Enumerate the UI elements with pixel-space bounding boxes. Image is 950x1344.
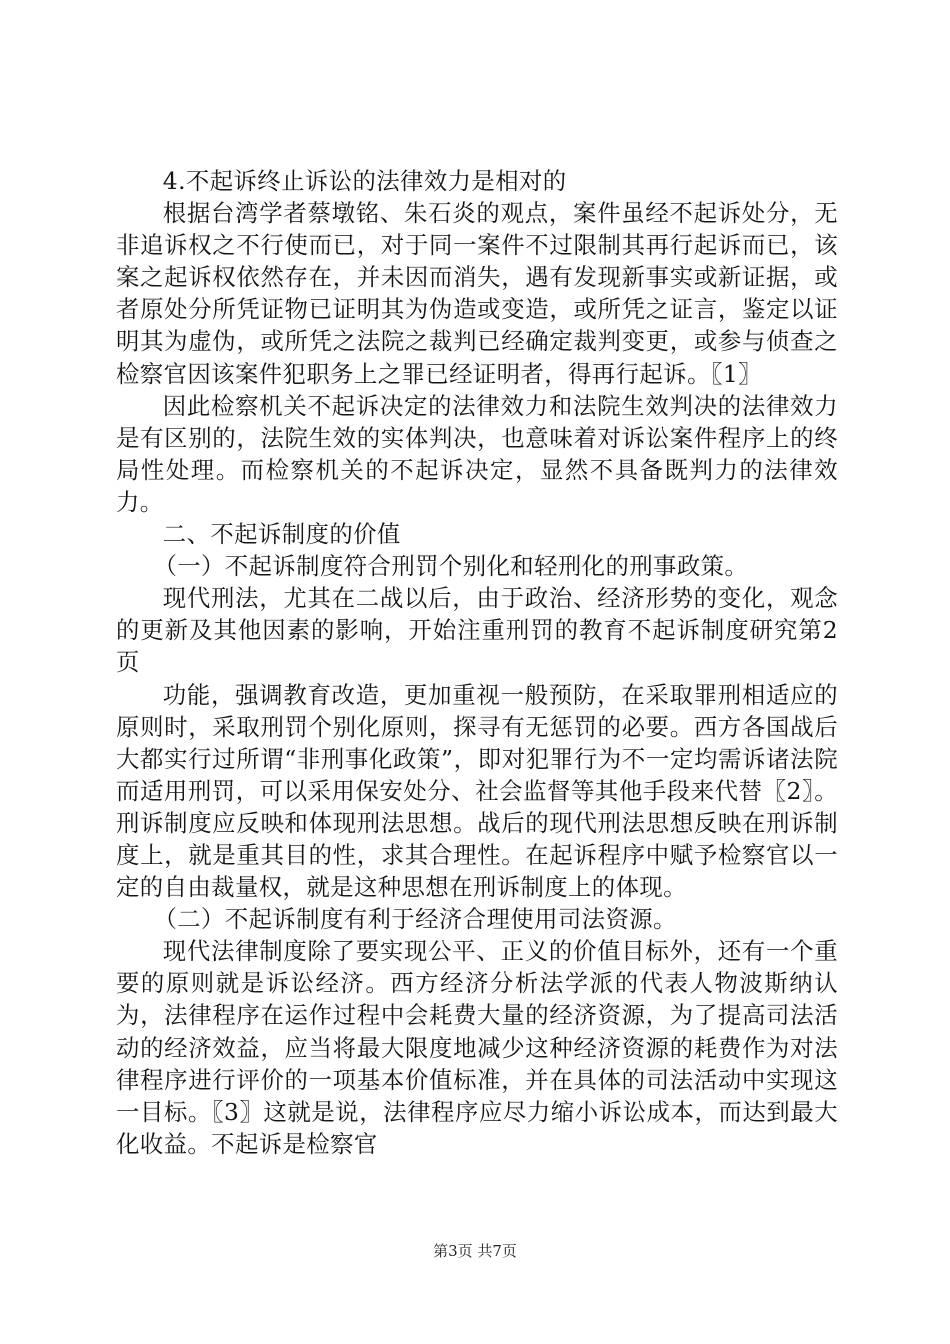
subsection-heading: （二）不起诉制度有利于经济合理使用司法资源。 (153, 905, 677, 934)
document-body (116, 165, 838, 1160)
subsection-heading: （一）不起诉制度符合刑罚个别化和轻刑化的刑事政策。 (153, 552, 749, 581)
paragraph: 现代法律制度除了要实现公平、正义的价值目标外，还有一个重要的原则就是诉讼经济。西方经济分析法学派的代表人物波斯纳认为，法律程序在运作过程中会耗费大量的经济资源，为了提高司法活动的经济效益，应当将最大限度地减少这种经济资源的耗费作为对法律程序进行评价的一项基本价值标准，并在具体的司法活动中实现这一目标。〖3〗这就是说，法律程序应尽力缩小诉讼成本，而达到最大化收益。不起诉是检察官 (116, 937, 838, 1158)
section-heading: 二、不起诉制度的价值 (162, 520, 401, 549)
section-heading: 4.不起诉终止诉讼的法律效力是相对的 (162, 167, 567, 195)
paragraph: 根据台湾学者蔡墩铭、朱石炎的观点，案件虽经不起诉处分，无非追诉权之不行使而已，对于同一案件不过限制其再行起诉而已，该案之起诉权依然存在，并未因而消失，遇有发现新事实或新证据，或者原处分所凭证物已证明其为伪造或变造，或所凭之证言，鉴定以证明其为虚伪，或所凭之法院之裁判已经确定裁判变更，或参与侦查之检察官因该案件犯职务上之罪已经证明者，得再行起诉。〖1〗 (116, 199, 838, 388)
paragraph: 功能，强调教育改造，更加重视一般预防，在采取罪刑相适应的原则时，采取刑罚个别化原则，探寻有无惩罚的必要。西方各国战后大都实行过所谓“非刑事化政策”，即对犯罪行为不一定均需诉诸法院而适用刑罚，可以采用保安处分、社会监督等其他手段来代替〖2〗。刑诉制度应反映和体现刑法思想。战后的现代刑法思想反映在刑诉制度上，就是重其目的性，求其合理性。在起诉程序中赋予检察官以一定的自由裁量权，就是这种思想在刑诉制度上的体现。 (116, 680, 838, 902)
paragraph: 现代刑法，尤其在二战以后，由于政治、经济形势的变化，观念的更新及其他因素的影响，开始注重刑罚的教育不起诉制度研究第2页 (116, 584, 838, 677)
paragraph: 因此检察机关不起诉决定的法律效力和法院生效判决的法律效力是有区别的，法院生效的实体判决，也意味着对诉讼案件程序上的终局性处理。而检察机关的不起诉决定，显然不具备既判力的法律效力。 (116, 391, 838, 516)
page-footer: 第3页 共7页 (433, 1242, 517, 1260)
